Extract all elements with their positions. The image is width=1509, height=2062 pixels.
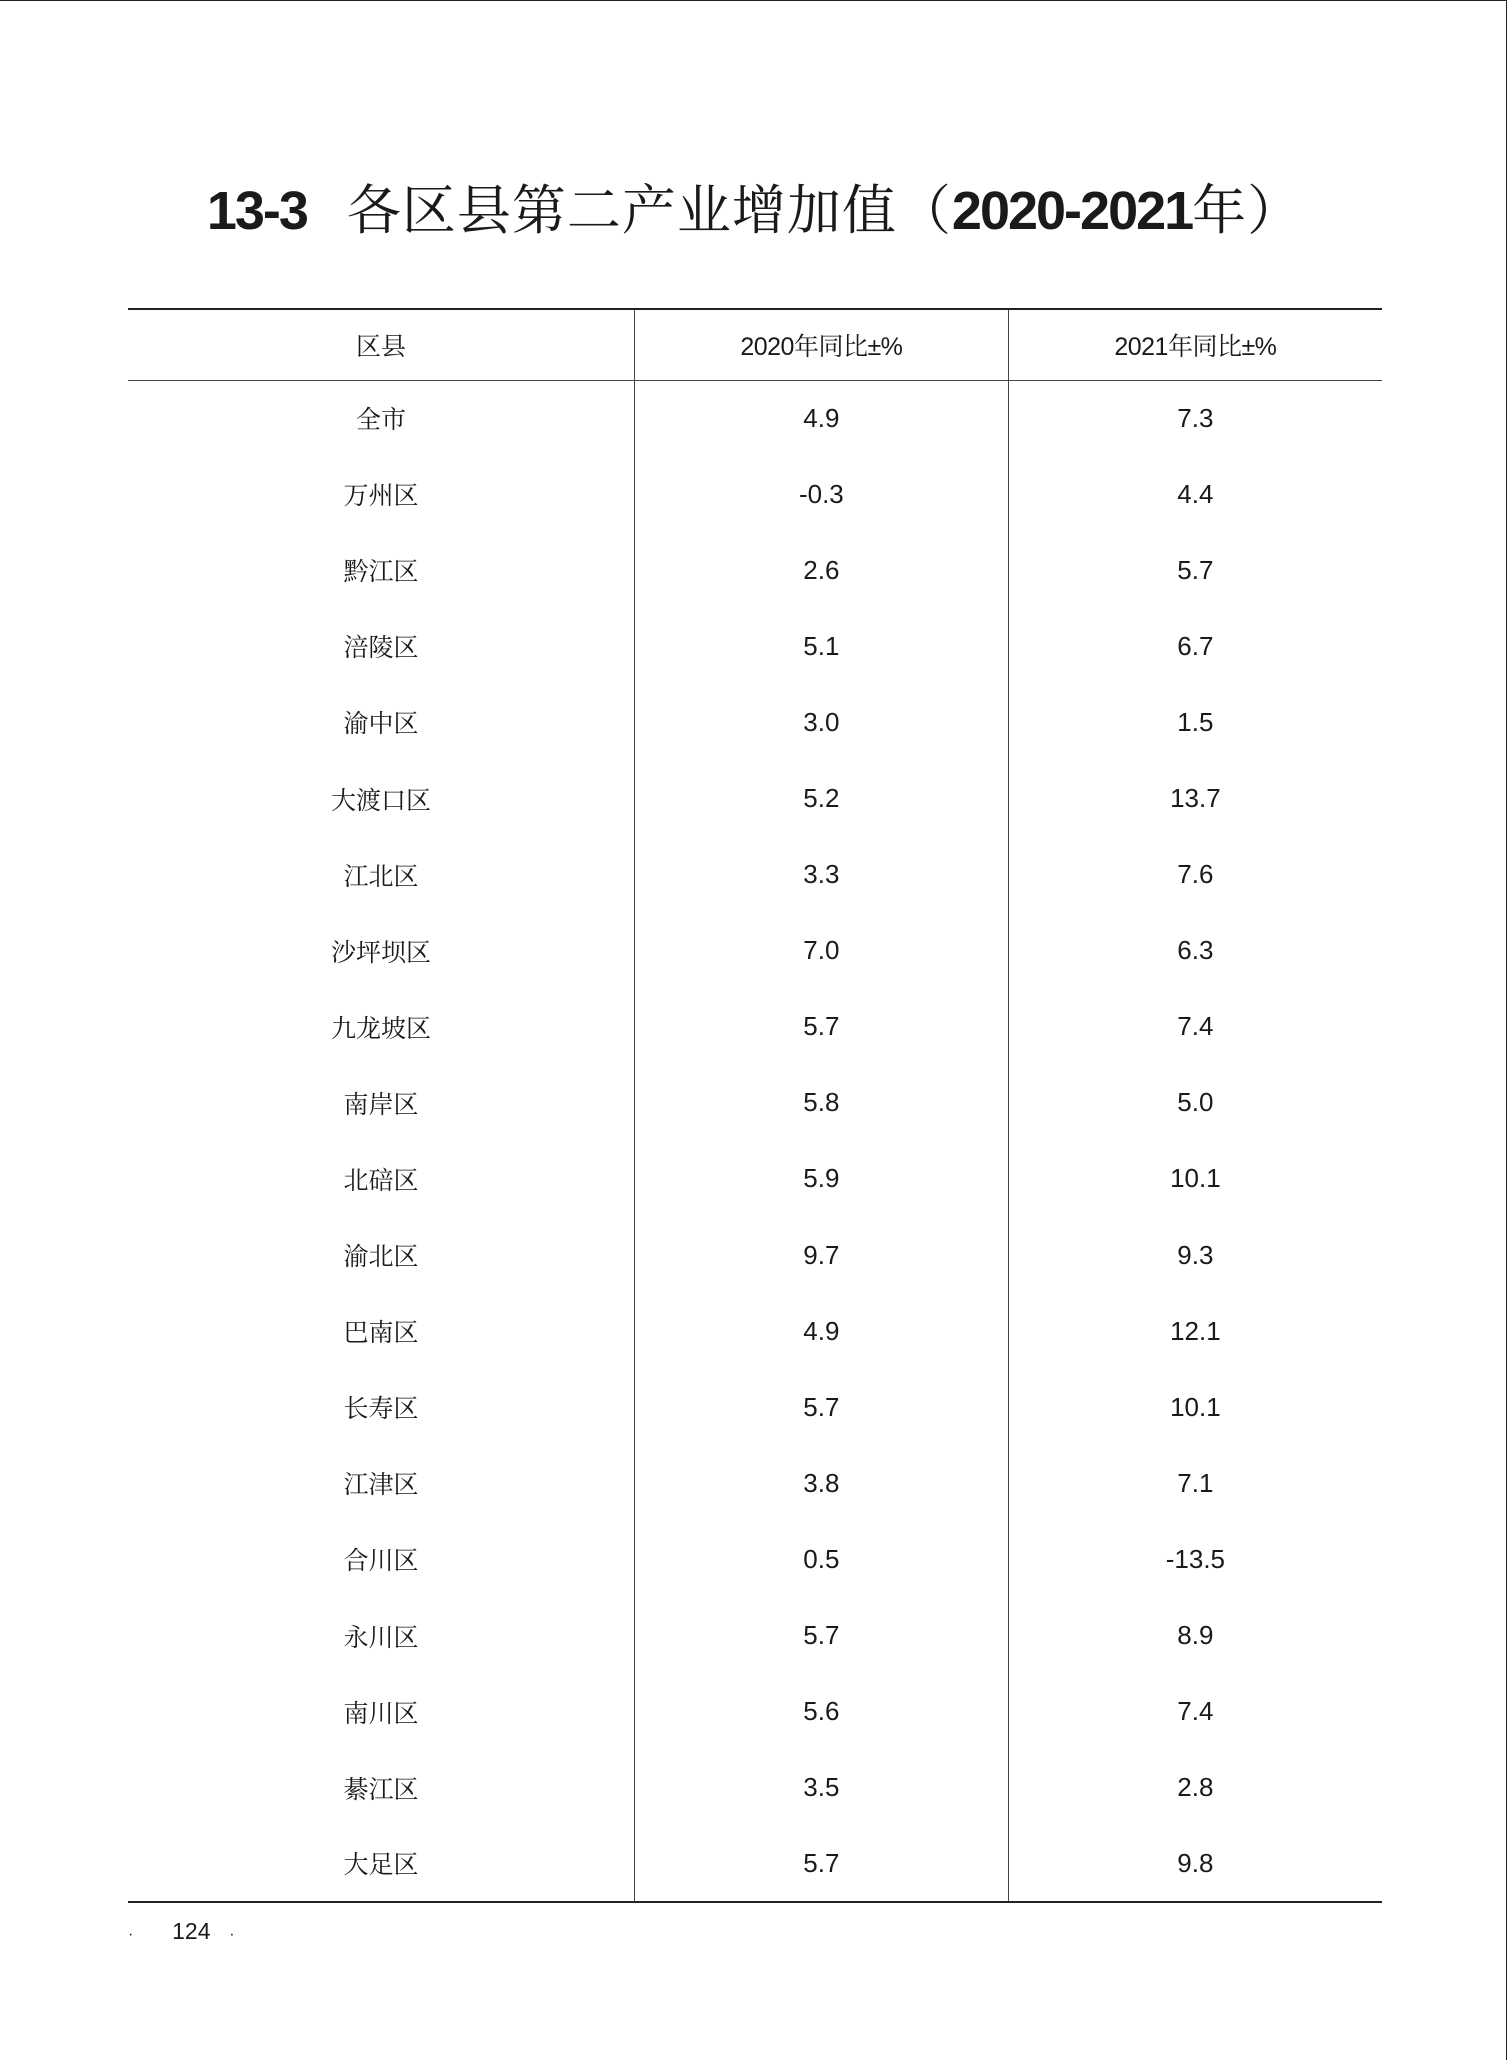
- table-title-text: 各区县第二产业增加值: [346, 179, 897, 242]
- cell-2021: 9.3: [1177, 1239, 1214, 1270]
- header-2021: 2021年同比±%: [1008, 309, 1382, 380]
- cell-2021: -13.5: [1165, 1543, 1225, 1574]
- cell-2020: 4.9: [635, 380, 1009, 456]
- table-row: [128, 532, 1382, 608]
- cell-2021: 7.1: [1177, 1467, 1214, 1498]
- header-district: 区县: [128, 309, 635, 380]
- cell-2020: 5.6: [635, 1674, 1009, 1750]
- footer-dot-right: ·: [229, 1926, 235, 1943]
- cell-district: 渝中区: [343, 709, 419, 739]
- cell-district: 北碚区: [343, 1165, 419, 1195]
- cell-district: 南岸区: [343, 1089, 419, 1119]
- cell-district: 黔江区: [343, 557, 419, 587]
- table-row: [128, 1217, 1382, 1293]
- cell-district: 涪陵区: [343, 633, 419, 663]
- table-row: [128, 380, 1382, 456]
- cell-2020: 9.7: [635, 1217, 1009, 1293]
- cell-2021: 7.4: [1177, 1011, 1214, 1042]
- cell-district: 九龙坡区: [330, 1013, 431, 1043]
- table-row: [128, 1826, 1382, 1902]
- table-row: [128, 608, 1382, 684]
- table-row: [128, 1598, 1382, 1674]
- cell-district: 合川区: [343, 1546, 419, 1576]
- cell-2021: 10.1: [1170, 1391, 1221, 1422]
- cell-2020: 3.0: [635, 684, 1009, 760]
- cell-2021: 7.4: [1177, 1696, 1214, 1727]
- cell-2020: 5.7: [635, 1598, 1009, 1674]
- cell-district: 綦江区: [343, 1774, 419, 1804]
- cell-2021: 5.0: [1177, 1087, 1214, 1118]
- cell-district: 沙坪坝区: [330, 937, 431, 967]
- cell-district: 大渡口区: [330, 785, 431, 815]
- cell-district: 大足区: [128, 1826, 635, 1902]
- cell-2020: 5.7: [635, 1826, 1009, 1902]
- title-year-range: 2020-2021: [951, 181, 1193, 241]
- table-row: [128, 760, 1382, 836]
- table-header-row: [128, 309, 1382, 380]
- cell-2020: 3.3: [635, 837, 1009, 913]
- cell-district: 巴南区: [343, 1318, 419, 1348]
- title-close-paren: ）: [1247, 179, 1303, 242]
- cell-2021: 8.9: [1177, 1620, 1214, 1651]
- table-number: 13-3: [206, 181, 307, 241]
- table-body: [128, 380, 1382, 1902]
- cell-2021: 6.7: [1177, 630, 1214, 661]
- table-row: [128, 1521, 1382, 1597]
- cell-2020: 2.6: [635, 532, 1009, 608]
- table-row: [128, 456, 1382, 532]
- page-number: 124: [172, 1918, 211, 1944]
- cell-2021: 4.4: [1177, 478, 1214, 509]
- cell-2020: 4.9: [635, 1293, 1009, 1369]
- table-row: [128, 837, 1382, 913]
- cell-2021: 9.8: [1008, 1826, 1382, 1902]
- cell-2020: 5.7: [635, 1369, 1009, 1445]
- cell-district: 渝北区: [343, 1242, 419, 1272]
- table-title: [0, 176, 1509, 246]
- cell-district: 江北区: [343, 861, 419, 891]
- cell-2020: 5.8: [635, 1065, 1009, 1141]
- cell-2020: 3.5: [635, 1750, 1009, 1826]
- cell-2020: 5.1: [635, 608, 1009, 684]
- data-table: [128, 308, 1382, 1903]
- footer-dot-left: ·: [128, 1926, 134, 1943]
- title-year-char: 年: [1192, 179, 1248, 242]
- cell-2021: 12.1: [1170, 1315, 1221, 1346]
- cell-2021: 5.7: [1177, 554, 1214, 585]
- cell-2020: 5.9: [635, 1141, 1009, 1217]
- cell-2021: 10.1: [1170, 1163, 1221, 1194]
- cell-2020: 0.5: [635, 1521, 1009, 1597]
- cell-2020: 7.0: [635, 913, 1009, 989]
- cell-district: 全市: [355, 405, 406, 435]
- table-row: [128, 913, 1382, 989]
- table-row: [128, 1065, 1382, 1141]
- cell-2020: -0.3: [635, 456, 1009, 532]
- cell-district: 长寿区: [343, 1394, 419, 1424]
- cell-district: 永川区: [343, 1622, 419, 1652]
- cell-2021: 1.5: [1177, 706, 1214, 737]
- page-footer: [128, 1916, 235, 1950]
- cell-2020: 5.2: [635, 760, 1009, 836]
- cell-district: 江津区: [343, 1470, 419, 1500]
- title-open-paren: （: [896, 179, 952, 242]
- table-row: [128, 1445, 1382, 1521]
- table-row: [128, 684, 1382, 760]
- cell-2021: 7.3: [1177, 402, 1214, 433]
- cell-district: 万州区: [343, 481, 419, 511]
- table-row: [128, 1141, 1382, 1217]
- table-row: [128, 1750, 1382, 1826]
- table-row: [128, 1293, 1382, 1369]
- cell-2021: 13.7: [1170, 783, 1221, 814]
- cell-2021: 7.6: [1177, 859, 1214, 890]
- table-row: [128, 1369, 1382, 1445]
- table-row: [128, 1674, 1382, 1750]
- cell-2021: 2.8: [1177, 1772, 1214, 1803]
- cell-2021: 6.3: [1177, 935, 1214, 966]
- cell-district: 南川区: [343, 1698, 419, 1728]
- header-2020: 2020年同比±%: [635, 309, 1009, 380]
- cell-2020: 5.7: [635, 989, 1009, 1065]
- cell-2020: 3.8: [635, 1445, 1009, 1521]
- table-row: [128, 989, 1382, 1065]
